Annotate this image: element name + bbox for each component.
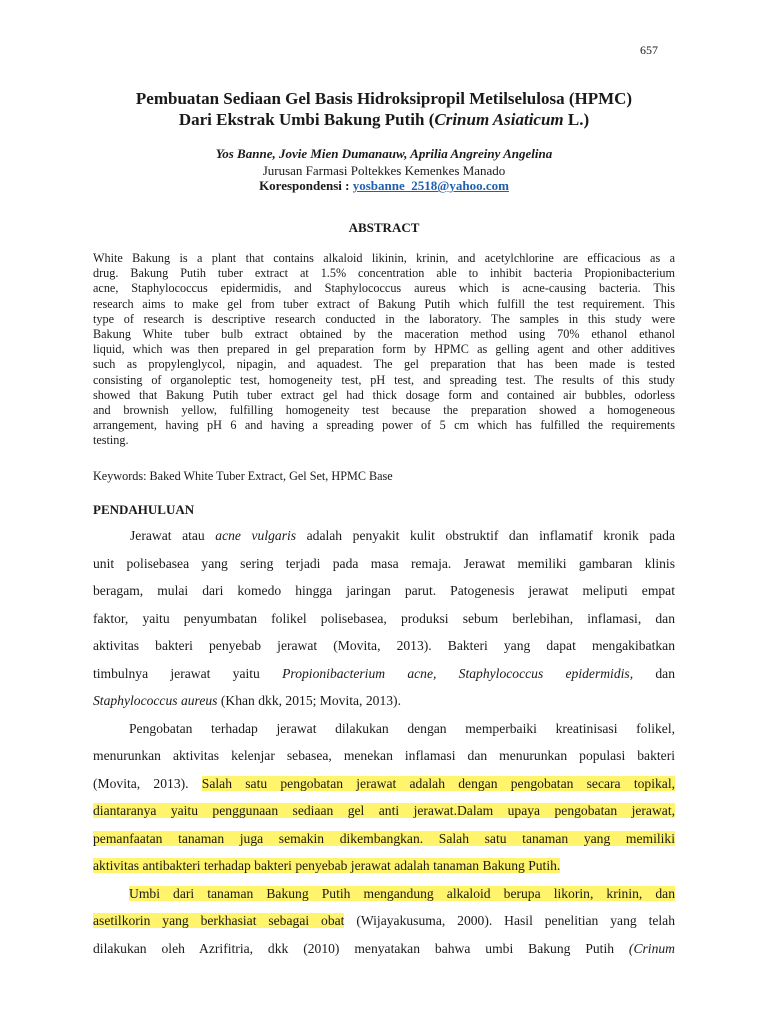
correspondence-label: Korespondensi : [259,178,353,193]
abstract-line: White Bakung is a plant that contains alkaloid likinin, krinin, and acetylchlorine are efficacious as a [93,251,675,265]
paragraph-1-line: Staphylococcus aureus (Khan dkk, 2015; Movita, 2013). [93,693,401,708]
paragraph-1-line: beragam, mulai dari komedo hingga jaringan parut. Patogenesis jerawat meliputi empat [93,583,675,598]
section-heading: PENDAHULUAN [93,502,195,517]
correspondence [60,178,708,194]
author-list: Yos Banne, Jovie Mien Dumanauw, Aprilia Angreiny Angelina [215,146,553,161]
abstract-line: Bakung White tuber bulb extract obtained by the maceration method using 70% ethanol ethanol [93,326,675,341]
abstract-line: liquid, which was then prepared in gel preparation form by HPMC as gelling agent and other additives [93,342,675,357]
page-number: 657 [640,43,658,57]
highlighted-text: aktivitas antibakteri terhadap bakteri penyebab jerawat adalah tanaman Bakung Putih. [93,858,561,873]
highlighted-text: diantaranya yaitu penggunaan sediaan gel anti jerawat.Dalam upaya pengobatan jerawat, [93,803,675,818]
email-link[interactable]: yosbanne_2518@yahoo.com [352,178,509,193]
paragraph-1-line: faktor, yaitu penyumbatan folikel polisebasea, produksi sebum berlebihan, inflamasi, dan [93,610,675,626]
title-line-1: Pembuatan Sediaan Gel Basis Hidroksipropil Metilselulosa (HPMC) [135,89,633,108]
highlighted-text: Umbi dari tanaman Bakung Putih mengandung alkaloid berupa likorin, krinin, dan [129,885,675,901]
paragraph-2-line [93,855,675,883]
paragraph-2-line [93,828,675,856]
affiliation: Jurusan Farmasi Poltekkes Kemenkes Manado [262,163,506,178]
abstract-line: and brownish yellow, fulfilling homogeneity test because the preparation showed a homogeneous [93,402,675,417]
abstract-line: research aims to make gel from tuber extract of Bakung Putih which fulfill the test requirement. This [93,296,675,311]
paragraph-1-line: Jerawat atau acne vulgaris adalah penyakit kulit obstruktif dan inflamatif kronik pada [130,528,675,543]
abstract-line: drug. Bakung Putih tuber extract at 1.5% concentration able to inhibit bacteria Propionibacterium [93,266,675,281]
abstract-body [93,251,675,448]
abstract-line: acne, Staphylococcus epidermidis, and Staphylococcus aureus which is acne-causing bacteria. This [93,281,675,296]
abstract-heading: ABSTRACT [348,220,420,235]
paragraph-2-line: menurunkan aktivitas kelenjar sebasea, menekan inflamasi dan menurunkan populasi bakteri [93,748,675,763]
abstract-line: testing. [93,433,129,448]
abstract-line: arrangement, having pH 6 and having a spreading power of 5 cm which has fulfilled the requirements [93,418,675,433]
highlighted-text: asetilkorin yang berkhasiat sebagai obat [93,913,345,928]
paragraph-1-line: aktivitas bakteri penyebab jerawat (Movita, 2013). Bakteri yang dapat mengakibatkan [93,638,675,653]
abstract-line: type of research is descriptive research conducted in the laboratory. The samples in this study were [93,311,675,326]
paragraph-3-line: dilakukan oleh Azrifitria, dkk (2010) menyatakan bahwa umbi Bakung Putih (Crinum [93,940,675,956]
abstract-line: consisting of organoleptic test, homogeneity test, pH test, and spreading test. The results of this study [93,372,675,387]
abstract-line: such as propylenglycol, nipagin, and aquadest. The gel preparation that has been made is tested [93,357,675,372]
species-name: Crinum Asiaticum [434,110,564,129]
keywords: Keywords: Baked White Tuber Extract, Gel Set, HPMC Base [93,469,393,483]
paragraph-2-line: (Movita, 2013). Salah satu pengobatan jerawat adalah dengan pengobatan secara topikal, [93,775,675,791]
paragraph-1-line: timbulnya jerawat yaitu Propionibacterium acne, Staphylococcus epidermidis, dan [93,665,675,681]
highlighted-text: pemanfaatan tanaman juga semakin dikembangkan. Salah satu tanaman yang memiliki [93,830,675,846]
paragraph-2-line [93,800,675,828]
title-line-2: Dari Ekstrak Umbi Bakung Putih (Crinum Asiaticum L.) [178,110,590,129]
paper-title [60,88,708,130]
paragraph-3-line [93,883,675,911]
abstract-line: showed that Bakung Putih tuber extract gel had thick dosage form and contained air bubbles, odorless [93,387,675,402]
paragraph-2-line: Pengobatan terhadap jerawat dilakukan dengan memperbaiki kreatinisasi folikel, [129,720,675,736]
paragraph-3-line: asetilkorin yang berkhasiat sebagai obat (Wijayakusuma, 2000). Hasil penelitian yang telah [93,913,675,928]
body-text [93,525,675,965]
highlighted-text: Salah satu pengobatan jerawat adalah dengan pengobatan secara topikal, [201,775,675,791]
paragraph-1-line: unit polisebasea yang sering terjadi pada masa remaja. Jerawat memiliki gambaran klinis [93,555,675,571]
